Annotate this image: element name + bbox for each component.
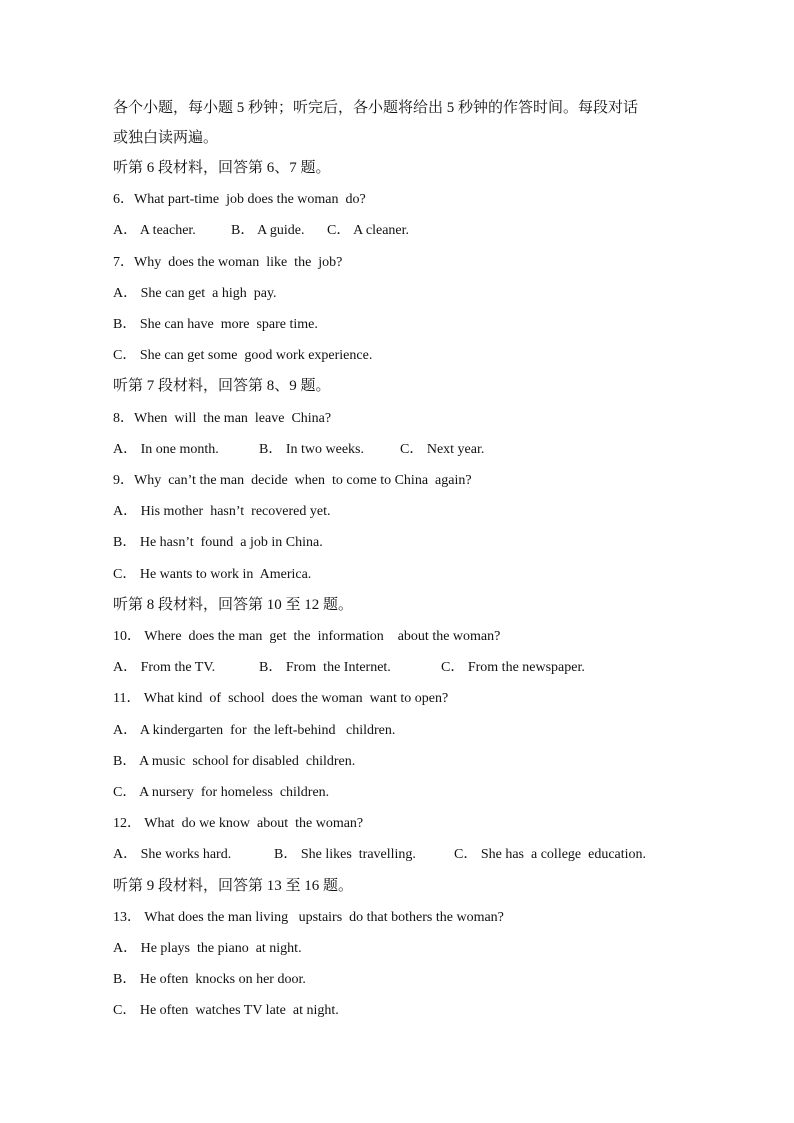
option-b: B． From the Internet. (259, 660, 391, 676)
option-c: C． From the newspaper. (441, 660, 585, 676)
option-c: C． A nursery for homeless children. (113, 785, 330, 801)
option-b: B． He hasn’t found a job in China. (113, 535, 323, 551)
options-row (113, 215, 693, 246)
option-a: A． In one month. (113, 441, 219, 457)
option-c: C． She can get some good work experience. (113, 348, 373, 364)
section-heading: 听第 6 段材料，回答第 6、7 题。 (113, 160, 331, 176)
section-heading: 听第 7 段材料，回答第 8、9 题。 (113, 378, 331, 395)
exam-page (113, 93, 693, 1027)
question-stem: 12． What do we know about the woman? (113, 816, 364, 832)
instructions-line-1: 各个小题，每小题 5 秒钟；听完后，各小题将给出 5 秒钟的作答时间。每段对话 (113, 100, 639, 116)
question-stem: 8．When will the man leave China? (113, 410, 332, 426)
option-c: C． A cleaner. (327, 223, 410, 239)
question-stem: 6．What part-time job does the woman do? (113, 192, 366, 208)
options-row (113, 652, 693, 683)
option-a: A． She can get a high pay. (113, 285, 277, 301)
option-c: C． She has a college education. (454, 847, 647, 863)
option-a: A． He plays the piano at night. (113, 941, 302, 957)
option-b: B． She can have more spare time. (113, 317, 318, 333)
option-a: A． A kindergarten for the left-behind children. (113, 722, 396, 738)
question-stem: 13． What does the man living upstairs do that bothers the woman? (113, 909, 504, 925)
option-c: C． Next year. (400, 441, 485, 457)
option-a: A． From the TV. (113, 660, 216, 676)
question-stem: 9．Why can’t the man decide when to come to China again? (113, 473, 472, 489)
option-b: B． In two weeks. (259, 441, 364, 457)
question-stem: 11． What kind of school does the woman want to open? (113, 691, 449, 707)
options-row (113, 434, 693, 465)
option-a: A． His mother hasn’t recovered yet. (113, 504, 331, 520)
option-b: B． A guide. (231, 223, 305, 239)
section-heading: 听第 9 段材料，回答第 13 至 16 题。 (113, 877, 354, 894)
option-a: A． A teacher. (113, 223, 196, 239)
option-b: B． She likes travelling. (274, 847, 416, 863)
option-b: B． A music school for disabled children. (113, 753, 356, 769)
instructions-line-2: 或独白读两遍。 (113, 130, 219, 146)
option-c: C． He often watches TV late at night. (113, 1003, 339, 1019)
option-c: C． He wants to work in America. (113, 566, 312, 582)
options-row (113, 839, 693, 870)
question-stem: 7．Why does the woman like the job? (113, 254, 343, 270)
option-a: A． She works hard. (113, 847, 232, 863)
option-b: B． He often knocks on her door. (113, 972, 306, 988)
question-stem: 10． Where does the man get the information about the woman? (113, 629, 501, 645)
section-heading: 听第 8 段材料，回答第 10 至 12 题。 (113, 596, 354, 613)
